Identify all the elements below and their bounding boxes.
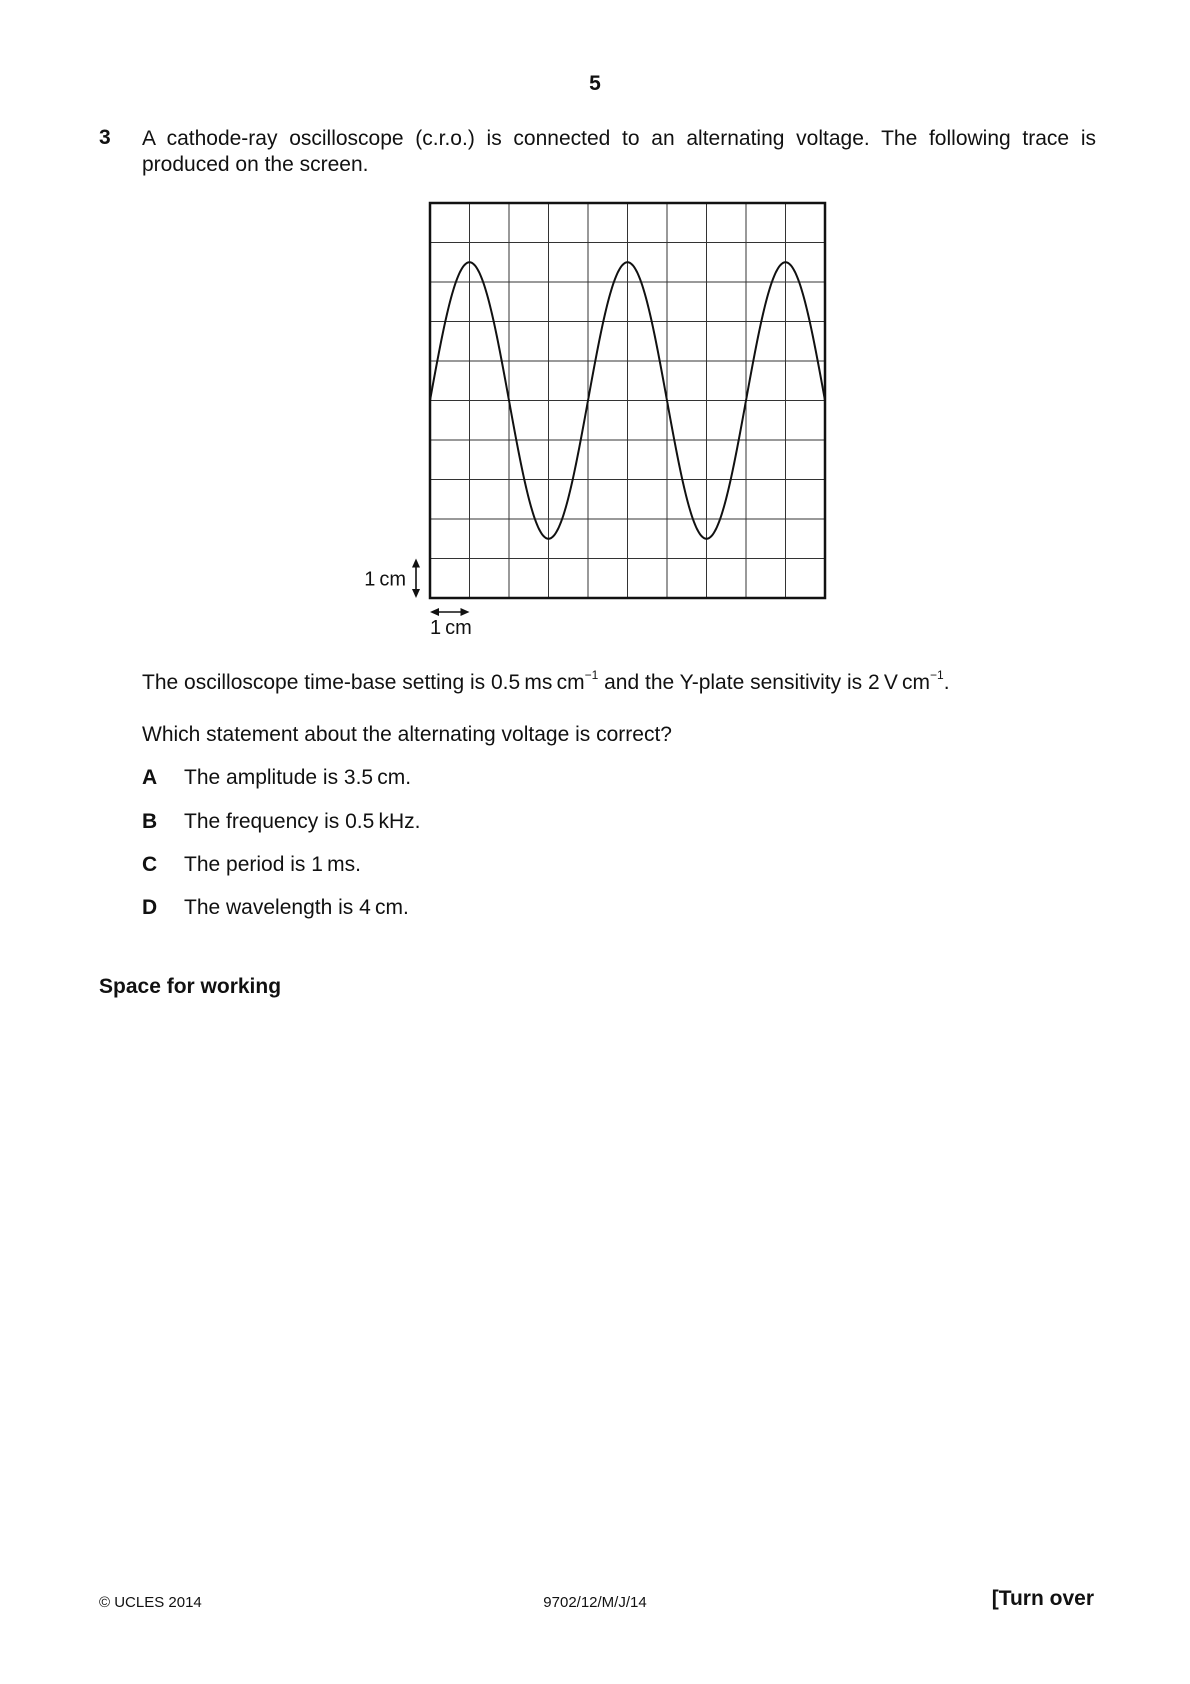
- option-c-letter: C: [142, 853, 158, 876]
- vertical-scale-label: 1 cm: [364, 568, 406, 591]
- horizontal-scale-arrowhead-left: [430, 608, 439, 616]
- question-stem-line-1: A cathode-ray oscilloscope (c.r.o.) is connected to an alternating voltage. The following trace is: [142, 127, 1096, 150]
- option-c-text: The period is 1 ms.: [184, 853, 361, 876]
- option-d-text: The wavelength is 4 cm.: [184, 896, 409, 919]
- question-number: 3: [99, 126, 111, 149]
- horizontal-scale-label: 1 cm: [430, 617, 472, 639]
- horizontal-scale-indicator: [430, 608, 472, 639]
- vertical-scale-arrowhead-up: [412, 559, 420, 568]
- horizontal-scale-arrowhead-right: [461, 608, 470, 616]
- page-number: 5: [589, 72, 601, 95]
- option-a-text: The amplitude is 3.5 cm.: [184, 766, 412, 789]
- option-d-letter: D: [142, 896, 158, 919]
- copyright: © UCLES 2014: [99, 1594, 202, 1611]
- question-stem-line-2: produced on the screen.: [142, 153, 369, 176]
- settings-statement: [142, 670, 950, 695]
- question-stem: [142, 126, 1096, 178]
- option-a-letter: A: [142, 766, 158, 789]
- option-b-text: The frequency is 0.5 kHz.: [184, 810, 421, 833]
- option-b-letter: B: [142, 810, 158, 833]
- unit-exponent-1: −1: [584, 668, 599, 682]
- vertical-scale-arrowhead-down: [412, 589, 420, 598]
- settings-text-1: The oscilloscope time-base setting is 0.5 ms cm: [142, 671, 585, 694]
- working-space-label: Space for working: [99, 975, 282, 998]
- unit-exponent-2: −1: [930, 668, 944, 682]
- turn-over: [Turn over: [991, 1587, 1094, 1610]
- vertical-scale-indicator: [364, 559, 420, 599]
- oscilloscope-trace-figure: [330, 195, 830, 655]
- question-prompt: Which statement about the alternating voltage is correct?: [142, 723, 672, 746]
- settings-text-3: .: [943, 671, 950, 694]
- paper-code: 9702/12/M/J/14: [543, 1594, 647, 1611]
- settings-text-2: and the Y-plate sensitivity is 2 V cm: [598, 671, 931, 694]
